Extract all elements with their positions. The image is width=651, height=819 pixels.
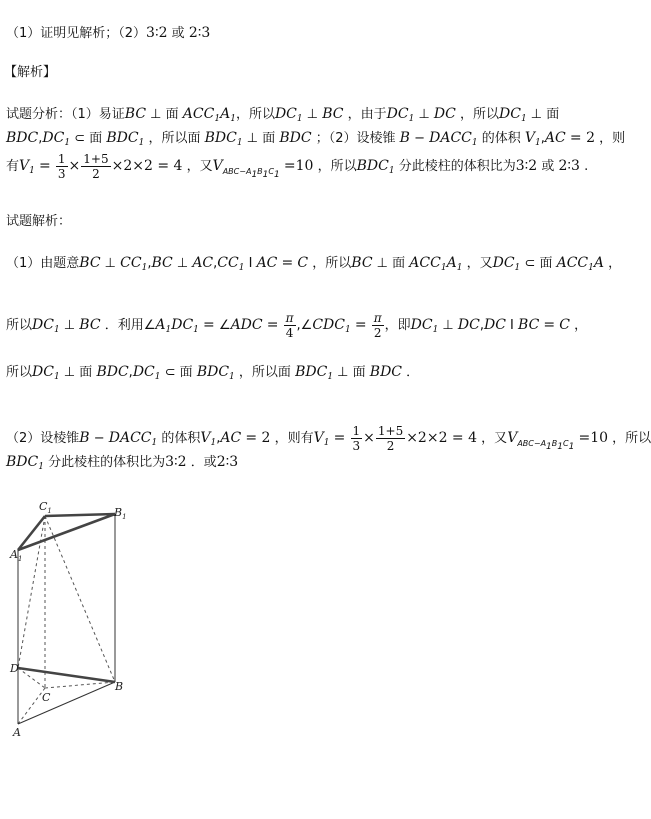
analysis-plane-4: 面: [262, 131, 276, 146]
analysis-line-1: 试题分析：（1）易证BC ⊥ 面 $ACC_1A_1$，所以$DC_1$ ⊥ BC ，由于$DC_1$ ⊥ DC ，所以$DC_1$ ⊥ 面: [6, 106, 560, 124]
prism-figure: [8, 496, 143, 741]
analysis-so-2: ，所以: [459, 107, 499, 122]
solution-also-2: ，又: [481, 431, 508, 446]
edge-d-b: [18, 668, 115, 682]
answer-line: [6, 26, 210, 40]
answer-ratio-b: 2∶3: [188, 25, 211, 41]
analysis-end: .: [584, 159, 589, 174]
solution-line-4: （2）设棱锥$B - DACC_1$ 的体积$V_1,AC = 2$ ，则有$V_1$ = $\frac{1}{3}$ × $\frac{1+5}{2}$ ×2×2 = 4 ，又$V_{ABC-A_1B_1C_1} =10$ ，所以: [6, 424, 651, 453]
analysis-volume: 的体积: [481, 131, 521, 146]
edge-c1-b: [45, 516, 115, 682]
solution-so: ，所以: [312, 256, 352, 271]
solution-line-5: $BDC_1$ 分此棱柱的体积比为3∶2 ．或2∶3: [6, 454, 239, 472]
answer-or: 或: [171, 26, 185, 41]
fraction-one-third-2: $\frac{1}{3}$: [352, 424, 361, 453]
solution-thus: ，即: [384, 318, 411, 333]
fraction-one-plus-five-over-two: $\frac{1+5}{2}$: [83, 152, 109, 181]
fraction-one-plus-five-over-two-2: $\frac{1+5}{2}$: [377, 424, 404, 453]
analysis-ratio-text: 分此棱柱的体积比为: [398, 159, 516, 174]
solution-ratio-text: 分此棱柱的体积比为: [48, 455, 166, 470]
analysis-so: ，所以: [235, 107, 275, 122]
label-c: C: [42, 691, 51, 704]
analysis-plane-2: 面: [546, 107, 560, 122]
solution-given: （1）由题意: [6, 256, 80, 271]
fraction-pi-over-two: $\frac{\pi}{2}$: [373, 311, 382, 340]
label-c1: $C_1$: [39, 500, 52, 515]
analysis-so-3: ，所以: [317, 159, 357, 174]
solution-header: 试题解析：: [6, 214, 72, 229]
solution-plane-2: 面: [539, 256, 553, 271]
analysis-lead: 试题分析：（1）易证: [6, 107, 125, 122]
label-a1: $A_1$: [10, 548, 23, 563]
analysis-line-2: $BDC,DC_1$ ⊂ 面 $BDC_1$ ，所以面 $BDC_1$ ⊥ 面 BDC ；（2）设棱锥 $B - DACC_1$ 的体积 $V_1,AC = 2$ ，则: [6, 130, 626, 148]
solution-so-4: ，所以: [612, 431, 651, 446]
solution-using: ．利用: [104, 318, 144, 333]
analysis-then: ，则: [599, 131, 626, 146]
solution-so-plane: ，所以面: [238, 365, 291, 380]
solution-so-2: 所以: [6, 318, 33, 333]
solution-plane: 面: [392, 256, 406, 271]
solution-also: ，又: [466, 256, 493, 271]
solution-plane-5: 面: [352, 365, 366, 380]
solution-plane-4: 面: [179, 365, 193, 380]
fraction-pi-over-four: $\frac{\pi}{4}$: [285, 311, 294, 340]
solution-plane-3: 面: [79, 365, 93, 380]
analysis-also: ，又: [186, 159, 213, 174]
label-b1: $B_1$: [114, 506, 127, 521]
label-a: A: [13, 726, 21, 739]
fraction-one-third: $\frac{1}{3}$: [57, 152, 66, 181]
solution-volume: 的体积: [161, 431, 201, 446]
analysis-line-3: 有$V_1$ = $\frac{1}{3}$ × $\frac{1+5}{2}$ ×2×2 = 4 ，又$V_{ABC-A_1B_1C_1} =10$ ，所以$BDC_1$ 分此棱柱的体积比为3∶2 或 2∶3 .: [6, 152, 589, 181]
analysis-since: ，由于: [347, 107, 387, 122]
solution-line-2: 所以$DC_1$ ⊥ BC ．利用$\angle A_1DC_1$ = ∠ADC = $\frac{\pi}{4}$ $,\angle CDC_1$ = $\frac{\pi}{2}$ ，即$DC_1$ ⊥ DC,DC I BC = C ，: [6, 311, 588, 340]
label-d: D: [10, 662, 19, 675]
solution-so-3: 所以: [6, 365, 33, 380]
analysis-plane-3: 面: [89, 131, 103, 146]
solution-or: ．或: [190, 455, 217, 470]
analysis-plane: 面: [165, 107, 179, 122]
answer-text: （1）证明见解析；（2）: [6, 26, 147, 41]
solution-part2: （2）设棱锥: [6, 431, 80, 446]
analysis-so-plane: ，所以面: [148, 131, 201, 146]
edge-a-b: [18, 682, 115, 724]
solution-period: ．: [406, 365, 420, 380]
analysis-part2: ；（2）设棱锥: [315, 131, 396, 146]
solution-line-3: 所以$DC_1$ ⊥ 面 $BDC,DC_1$ ⊂ 面 $BDC_1$ ，所以面 $BDC_1$ ⊥ 面 BDC ．: [6, 364, 420, 382]
edge-c1-d: [18, 516, 45, 668]
answer-ratio-a: 3∶2: [146, 25, 168, 41]
label-b: B: [115, 680, 124, 693]
solution-then: ，则有: [274, 431, 314, 446]
edge-c1-b1: [45, 514, 115, 516]
prism-diagram: [8, 496, 143, 741]
analysis-have: 有: [6, 159, 20, 174]
edge-c-b: [45, 682, 115, 688]
analysis-or: 或: [541, 159, 555, 174]
solution-line-1: （1）由题意BC ⊥ $CC_1,BC$ ⊥ $AC,CC_1$ I AC = C ，所以BC ⊥ 面 $ACC_1A_1$ ，又$DC_1$ ⊂ 面 $ACC_1A$ ，: [6, 255, 622, 273]
analysis-header: 【解析】: [4, 65, 57, 80]
